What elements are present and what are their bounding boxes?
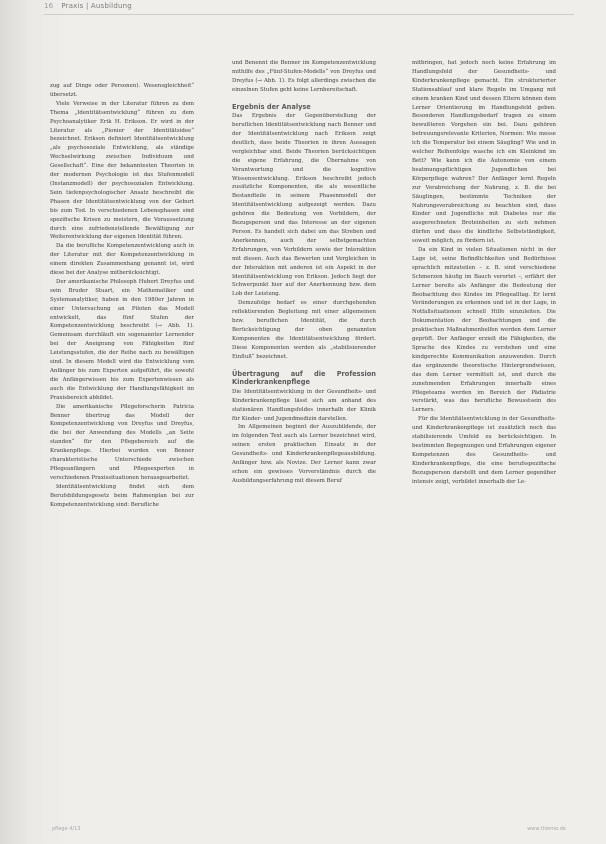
section-heading: Übertragung auf die Profession Kinderkrankenpflege	[232, 369, 376, 387]
body-paragraph: und Benennt die Benner im Kompetenzentwicklung mithilfe des „Fünf-Stufen-Modells“ von Dreyfus und Dreyfus (→ Abb. 1). Es folgt allerdings zwischen die einzelnen Stufen geht keine Lernbereitschaft.	[232, 60, 376, 93]
text-column-3	[412, 59, 556, 487]
section-title: Praxis | Ausbildung	[61, 2, 132, 10]
page-number: 16	[44, 2, 54, 10]
text-column-2	[232, 59, 376, 486]
body-paragraph: Da die berufliche Kompetenzentwicklung auch in der Literatur mit der Kompetenzentwicklung in einem direkten Zusammenhang genannt ist, wird diese bei der Analyse mitberücksichtigt.	[50, 243, 194, 277]
body-paragraph: Identitätsentwicklung findet sich dem Berufsbildungsgesetz beim Rahmenplan bei zur Kompetenzentwicklung sind: Berufliche	[50, 483, 194, 508]
body-paragraph: Da ein Kind in vielen Situationen nicht in der Lage ist, seine Befindlichkeiten und Bedürfnisse sprachlich mitzuteilen – z. B. sind verschiedene Schmerzen häufig im Bauch verortet –, erfährt der Lerner bereits als Anfänger die Bedeutung der Beobachtung des Kindes im Pflegealltag. Er lernt Veränderungen zu erkennen und ist in der Lage, in Notfallsituationen schnell Hilfe einzuleiten. Die Dokumentation der Beobachtungen und die praktischen Maßnahmenhelfen werden dem Lerner geprüft. Der Anfänger erzielt die Fähigkeiten, die Sprache des Kindes zu verstehen und eine kindgerechte Kommunikation anzuwenden. Durch das ergänzende theoretische Hintergrundwissen, das dem Lerner vermittelt ist, und durch die zunehmenden Erfahrungen innerhalb eines Pflegeteams werden im Bereich der Pädiatrie verstärkt, was das berufliche Bewusstsein des Lerners.	[412, 247, 556, 414]
body-paragraph: Der amerikanische Philosoph Hubert Dreyfus und sein Bruder Stuart, ein Mathematiker und Systemanalytiker, haben in den 1980er Jahren in einer Untersuchung an Piloten das Modell entwickelt, das fünf Stufen der Kompetenzentwicklung beschreibt (→ Abb. 1). Gemeinsam durchläuft ein sogenannter Lernender bei der Aneignung von Fähigkeiten fünf Leistungsstufen, die der Reihe nach zu bewältigen sind. In diesem Modell wird die Entwicklung vom Anfänger bis zum Experten aufgeführt, die sowohl die Anfängerwissen bis zum Expertenwissen als auch die Entwicklung der Handlungsfähigkeit im Praxisbereich abbildet.	[50, 278, 194, 401]
body-paragraph: Im Allgemeinen beginnt der Auszubildende, der im folgenden Text auch als Lerner bezeichnet wird, seinen ersten praktischen Einsatz in der Gesundheits- und Kinderkrankenpflegeausbildung. Anfänger bzw. als Novize. Der Lerner kann zwar schon ein gewisses Vorverständnis durch die Ausbildungserfahrung mit diesem Beruf	[232, 424, 376, 484]
section-heading: Ergebnis der Analyse	[232, 102, 311, 111]
body-paragraph: Das Ergebnis der Gegenüberstellung der beruflichen Identitätsentwicklung nach Benner und der Identitätsentwicklung nach Erikson zeigt deutlich, dass beide Theorien in ihren Aussagen vergleichbar sind. Beide Theorien berücksichtigen die eigene Erfahrung, die Übernahme von Verantwortung und die kognitive Wissensentwicklung. Erikson beschreibt jedoch zusätzliche Komponenten, die als wesentliche Bestandteile in seinem Phasenmodell der Identitätsentwicklung aufgezeigt werden. Dazu gehören die Bedeutung von Vorbildern, der Bezugsperson und das Interesse an der eigenen Person. Es handelt sich dabei um das Streben und Anerkennen, auch der selbstgemachten Erfahrungen, von Vorbildern sowie der Interaktion mit diesen. Auch das Bewerten und Vergleichen in der Interaktion mit anderen ist ein Aspekt in der Identitätsentwicklung von Erikson. Jedoch liegt der Schwerpunkt hier auf der Anerkennung bzw. dem Lob der Leistung.	[232, 113, 376, 298]
text-column-1	[50, 82, 194, 510]
running-head	[44, 2, 132, 10]
body-paragraph: Die Identitätsentwicklung in der Gesundheits- und Kinderkrankenpflege lässt sich am anhand des stationären Handlungsfeldes innerhalb der Klinik für Kinder- und Jugendmedizin darstellen.	[232, 388, 376, 422]
body-paragraph: mitbringen, hat jedoch noch keine Erfahrung im Handlungsfeld der Gesundheits- und Kinderkrankenpflege gemacht. Ein strukturierter Stationsablauf und klare Regeln im Umgang mit einem kranken Kind und dessen Eltern können dem Lerner Orientierung im Handlungsfeld geben. Besonderen Handlungsbedarf tragen zu einem bewußteren Vorgehen ein bei. Dazu gehören betreuungsrelevante Kriterien, Normen: Wie messe ich die Temperatur bei einem Säugling? Wie und in welcher Reihenfolge wasche ich ein Kleinkind im Bett? Wie kann ich die Autonomie von einem beatmungspflichtigen Jugendlichen bei Körperpflege wahren? Der Anfänger lernt Regeln zur Verabreichung der Nahrung, z. B. die bei Säuglingen, bestimmte Techniken der Nahrungsverabreichung zu beachten sind, dass Kinder und Jugendliche mit Diabetes nur die ausgerechneten Broteinheiten zu sich nehmen dürfen und dass die kindliche Selbstständigkeit, soweit möglich, zu fördern ist.	[412, 60, 556, 245]
header-divider	[44, 14, 574, 15]
body-paragraph: Für die Identitätsentwicklung in der Gesundheits- und Kinderkrankenpflege ist zusätzlich noch das stabilisierende Umfeld zu berücksichtigen. In bestimmten Begegnungen und Erfahrungen eigener Kompetenzen des Gesundheits- und Kinderkrankenpflege, die eine berufsspezifische Bezugsperson darstellt und dem Lerner gegenüber intensiv zeigt, vorbildet innerhalb der Le-	[412, 416, 556, 485]
body-paragraph: zug auf Dinge oder Personen). Wesensgleichheit“ übersetzt.	[50, 83, 194, 98]
footer-url: www.thieme.de	[527, 826, 566, 832]
footer-issue: pflege 4/13	[52, 826, 81, 832]
body-paragraph: Viele Verweise in der Literatur führen zu dem Thema „Identitätsentwicklung“ führen zu dem Psychoanalytiker Erik H. Erikson. Er wird in der Literatur als „Pionier der Identitätsidee“ bezeichnet. Erikson definiert Identitätsentwicklung „als psychosoziale Entwicklung, als ständige Wechselwirkung zwischen Individuum und Gesellschaft“. Eine der bekanntesten Theorien in der modernen Psychologie ist das Stufenmodell (Instanzmodell) der psychosozialen Entwicklung. Sein tiefenpsychologischer Ansatz beschreibt die Phasen der Identitätsentwicklung von der Geburt bis zum Tod. In verschiedenen Lebensphasen sind spezifische Krisen zu meistern, die Voraussetzung durch eine zufriedenstellende Bewältigung zur Weiterentwicklung der eigenen Identität führen.	[50, 100, 194, 241]
body-paragraph: Die amerikanische Pflegeforscherin Patricia Benner übertrug das Modell der Kompetenzentwicklung von Dreyfus und Dreyfus, die bei der Anwendung des Modells „an Seite standen“ für den Pflegebereich auf die Krankenpflege. Hierbei wurden von Benner charakteristische Unterschiede zwischen Pflegeanfängern und Pflegeexperten in verschiedenen Praxissituationen herausgearbeitet.	[50, 403, 194, 481]
body-paragraph: Demzufolge bedarf es einer durchgehenden reflektierenden Begleitung mit einer allgemeinen bzw. beruflichen Identität, die durch Berücksichtigung der oben genannten Komponenten die Identitätsentwicklung fördert. Diese Komponenten werden als „stabilisierender Einfluß“ bezeichnet.	[232, 300, 376, 360]
